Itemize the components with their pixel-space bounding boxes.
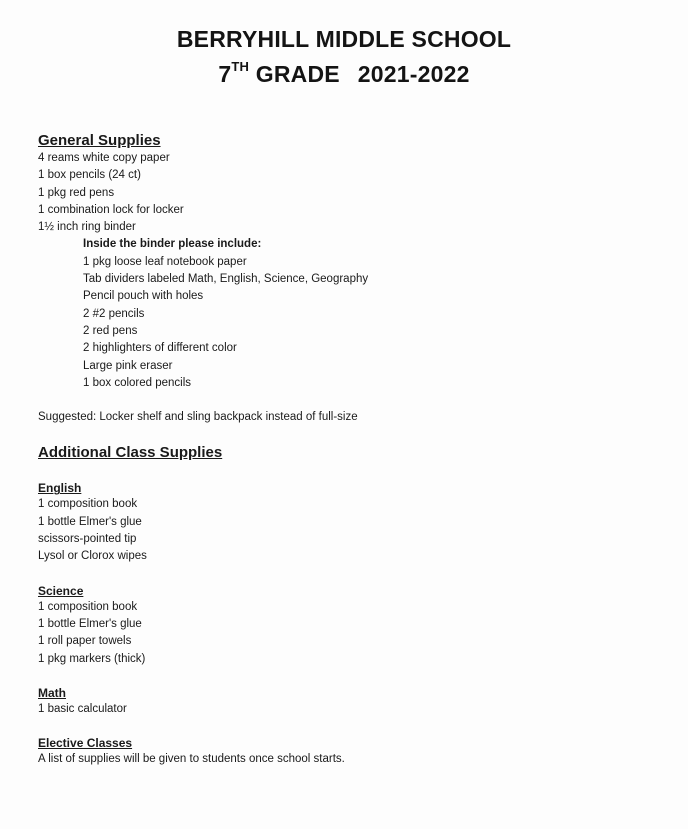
elective-classes-heading: Elective Classes (38, 736, 133, 751)
list-item: scissors-pointed tip (38, 533, 137, 546)
binder-item: Large pink eraser (83, 359, 173, 372)
binder-item: 1 pkg loose leaf notebook paper (83, 255, 247, 268)
list-item: 1½ inch ring binder (38, 221, 136, 234)
binder-item: 2 #2 pencils (83, 307, 145, 320)
list-item: 4 reams white copy paper (38, 152, 170, 164)
supply-list-content (38, 132, 658, 768)
grade-year-title (0, 61, 688, 88)
list-item: 1 basic calculator (38, 702, 127, 715)
school-year: 2021-2022 (357, 61, 470, 87)
binder-contents-heading: Inside the binder please include: (83, 238, 262, 251)
list-item: 1 bottle Elmer's glue (38, 515, 142, 528)
list-item: 1 pkg red pens (38, 186, 115, 199)
list-item: 1 composition book (38, 498, 138, 511)
list-item: 1 composition book (38, 600, 138, 613)
additional-supplies-heading: Additional Class Supplies (38, 444, 223, 462)
binder-item: 2 highlighters of different color (83, 342, 237, 355)
list-item: 1 combination lock for locker (38, 203, 184, 216)
math-heading: Math (38, 685, 66, 700)
general-supplies-heading: General Supplies (38, 132, 161, 149)
list-item: Lysol or Clorox wipes (38, 550, 147, 563)
school-name: BERRYHILL MIDDLE SCHOOL (176, 26, 512, 52)
list-item: 1 bottle Elmer's glue (38, 617, 142, 630)
grade-suffix: TH (231, 59, 250, 75)
science-heading: Science (38, 583, 84, 598)
list-item: 1 roll paper towels (38, 635, 132, 648)
binder-item: 1 box colored pencils (83, 376, 192, 389)
english-heading: English (38, 481, 82, 496)
suggestion-note: Suggested: Locker shelf and sling backpack instead of full-size (38, 411, 358, 424)
binder-item: Pencil pouch with holes (83, 290, 204, 303)
grade-number: 7 (218, 61, 232, 87)
list-item: A list of supplies will be given to students once school starts. (38, 753, 345, 766)
list-item: 1 box pencils (24 ct) (38, 169, 141, 182)
grade-word: GRADE (255, 61, 340, 87)
binder-item: Tab dividers labeled Math, English, Science, Geography (83, 273, 369, 286)
list-item: 1 pkg markers (thick) (38, 652, 146, 665)
binder-item: 2 red pens (83, 324, 138, 337)
